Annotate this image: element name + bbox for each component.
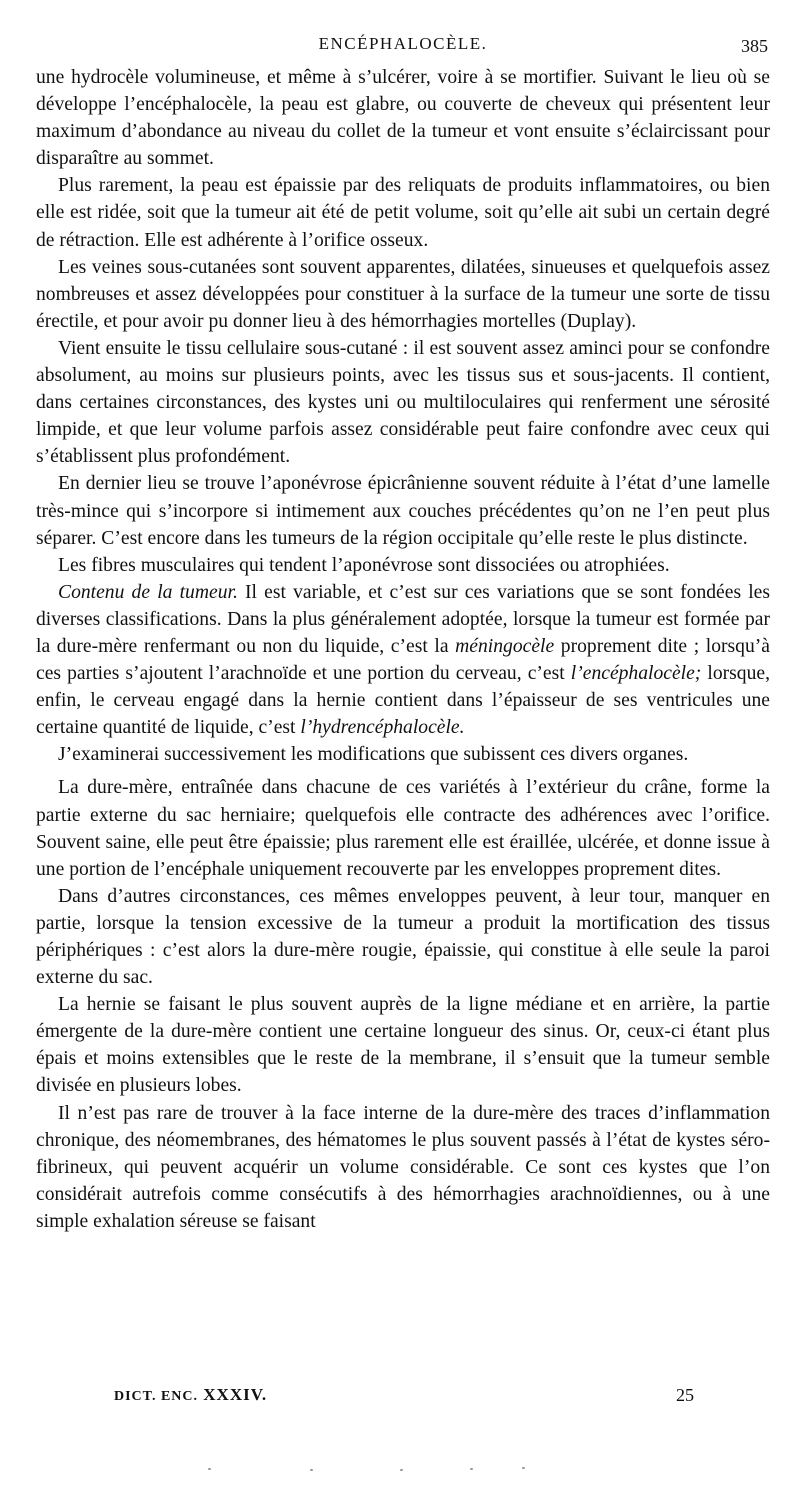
paragraph	[36, 335, 770, 470]
signature-volume: XXXIV.	[203, 1385, 268, 1404]
running-head	[36, 30, 770, 64]
paragraph-text: Les fibres musculaires qui tendent l’aponévrose sont dissociées ou atrophiées.	[58, 554, 670, 576]
article-body	[36, 64, 770, 1235]
paragraph-text: Il est variable, et c’est sur ces variations que se sont fondées les diverses classifications. Dans la plus généralement adoptée, lorsque la tumeur est formée par la dure-mère renfermant ou non du liquide, c’est la	[36, 581, 771, 657]
italic-text: l’hydrencéphalocèle.	[300, 717, 465, 739]
paragraph-text: Les veines sous-cutanées sont souvent apparentes, dilatées, sinueuses et quelquefois assez nombreuses et assez développées pour constituer à la surface de la tumeur une sorte de tissu érectile, et pour avoir pu donner lieu à des hémorrhagies mortelles (Duplay).	[36, 256, 770, 332]
paragraph-text: La dure-mère, entraînée dans chacune de ces variétés à l’extérieur du crâne, forme la partie externe du sac herniaire; quelquefois elle contracte des adhérences avec l’orifice. Souvent saine, elle peut être épaissie; plus rarement elle est éraillée, ulcérée, et donne issue à une portion de l’encéphale uniquement recouverte par les enveloppes proprement dites.	[36, 777, 770, 880]
page	[36, 30, 770, 1235]
paragraph	[36, 64, 770, 172]
paragraph	[36, 883, 770, 991]
paragraph	[36, 552, 770, 579]
signature-number: 25	[676, 1385, 694, 1405]
paragraph-text: Dans d’autres circonstances, ces mêmes enveloppes peuvent, à leur tour, manquer en partie, lorsque la tension excessive de la tumeur a produit la mortification des tissus périphériques : c’est alors la dure-mère rougie, épaissie, qui constitue à elle seule la paroi externe du sac.	[36, 885, 770, 989]
paragraph-text: Plus rarement, la peau est épaissie par des reliquats de produits inflammatoires, ou bien elle est ridée, soit que la tumeur ait été de petit volume, soit qu’elle ait subi un certain degré de rétraction. Elle est adhérente à l’orifice osseux.	[36, 175, 770, 251]
italic-text: Contenu de la tumeur.	[58, 581, 238, 603]
paragraph	[36, 774, 770, 882]
footer	[36, 1383, 770, 1413]
paragraph	[36, 991, 770, 1099]
signature-mark	[114, 1385, 267, 1405]
italic-text: méningocèle	[455, 635, 555, 657]
paragraph-text: lorsque, enfin, le cerveau engagé dans la hernie contient dans l’épaisseur de ses ventricules une certaine quantité de liquide, c’est	[36, 663, 771, 739]
paragraph	[36, 741, 770, 768]
paragraph	[36, 254, 770, 335]
paragraph	[36, 172, 770, 253]
paragraph	[36, 1100, 770, 1235]
paragraph-text: Vient ensuite le tissu cellulaire sous-cutané : il est souvent assez aminci pour se confondre absolument, au moins sur plusieurs points, avec les tissus sus et sous-jacents. Il contient, dans certaines circonstances, des kystes uni ou multiloculaires qui renferment une sérosité limpide, et que leur volume parfois assez considérable peut faire confondre avec ceux qui s’établissent plus profondément.	[36, 337, 770, 468]
paragraph-text: En dernier lieu se trouve l’aponévrose épicrânienne souvent réduite à l’état d’une lamelle très-mince qui s’incorpore si intimement aux couches précédentes qu’on ne l’en peut plus séparer. C’est encore dans les tumeurs de la région occipitale qu’elle reste le plus distincte.	[36, 473, 770, 549]
running-title: ENCÉPHALOCÈLE.	[318, 34, 488, 53]
paragraph-text: J’examinerai successivement les modifications que subissent ces divers organes.	[58, 744, 689, 766]
paragraph-text: proprement dite ; lorsqu’à ces parties s’ajoutent l’arachnoïde et une portion du cerveau, c’est	[36, 635, 770, 685]
paragraph-text: Il n’est pas rare de trouver à la face interne de la dure-mère des traces d’inflammation chronique, des néomembranes, des hématomes le plus souvent passés à l’état de kystes séro-fibrineux, qui peuvent acquérir un volume considérable. Ce sont ces kystes que l’on considérait autrefois comme consécutifs à des hémorrhagies arachnoïdiennes, ou à une simple exhalation séreuse se faisant	[36, 1102, 770, 1232]
italic-text: l’encéphalocèle;	[570, 663, 702, 685]
signature-prefix: DICT. ENC.	[114, 1389, 199, 1404]
paragraph-text: La hernie se faisant le plus souvent auprès de la ligne médiane et en arrière, la partie émergente de la dure-mère contient une certaine longueur des sinus. Or, ceux-ci étant plus épais et moins extensibles que le reste de la membrane, il s’ensuit que la tumeur semble divisée en plusieurs lobes.	[36, 994, 770, 1097]
print-specks	[0, 1464, 800, 1476]
paragraph	[36, 470, 770, 551]
page-number: 385	[741, 36, 768, 56]
paragraph	[36, 579, 770, 742]
paragraph-text: une hydrocèle volumineuse, et même à s’ulcérer, voire à se mortifier. Suivant le lieu où se développe l’encéphalocèle, la peau est glabre, ou couverte de cheveux qui présentent leur maximum d’abondance au niveau du collet de la tumeur et vont ensuite s’éclaircissant pour disparaître au sommet.	[36, 67, 770, 170]
